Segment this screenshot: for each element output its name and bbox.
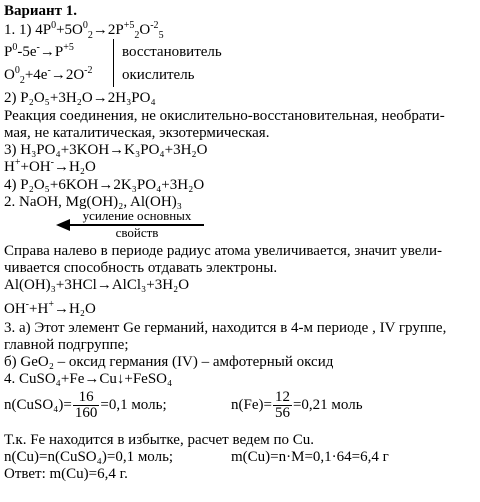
equation-3: 3) H₃PO₄+3KOH→K₃PO₄+3H₂O xyxy=(4,142,208,158)
eb2-charge: - xyxy=(47,65,51,76)
eb1-part: P xyxy=(4,44,13,60)
equation-1 xyxy=(4,22,164,39)
ion1-part: →H₂O xyxy=(53,159,96,175)
eq1-charge: 0 xyxy=(82,20,88,31)
reaction-description-1: Реакция соединения, не окислительно-восстановительная, необрати- xyxy=(4,108,445,124)
eb1-charge: +5 xyxy=(63,42,74,53)
fraction-fe xyxy=(273,390,292,421)
final-answer: Ответ: m(Cu)=6,4 г. xyxy=(4,466,128,482)
hydroxides-list: 2. NaOH, Mg(OH)₂, Al(OH)₃ xyxy=(4,194,182,210)
reducer-label: восстановитель xyxy=(122,44,222,60)
answer-3a-line1: 3. а) Этот элемент Ge германий, находится в 4-м периоде , IV группе, xyxy=(4,320,447,336)
eb1-charge: - xyxy=(36,42,40,53)
ion1-charge: + xyxy=(14,157,21,168)
calc-text: n(CuSO₄)= xyxy=(4,396,72,413)
excess-note: Т.к. Fe находится в избытке, расчет ведем по Cu. xyxy=(4,432,314,448)
equation-2: 2) P₂O₅+3H₂O→2H₃PO₄ xyxy=(4,90,156,106)
calc-text: =0,1 моль; xyxy=(100,396,167,413)
calc-text: n(Fe)= xyxy=(231,396,272,413)
calc-m-cu: m(Cu)=n·M=0,1·64=6,4 г xyxy=(231,449,389,465)
oxidizer-label: окислитель xyxy=(122,67,195,83)
equation-5: Al(OH)₃+3HCl→AlCl₃+3H₂O xyxy=(4,277,190,293)
balance-divider xyxy=(113,39,114,87)
eb1-part: →P xyxy=(39,44,64,60)
ionic-equation-2 xyxy=(4,301,96,318)
ion1-part: H xyxy=(4,159,15,175)
ion2-part: +H xyxy=(29,301,49,317)
eb2-charge: -2 xyxy=(84,65,93,76)
fraction-denominator: 56 xyxy=(274,405,290,421)
calc-n-cuso4 xyxy=(4,390,167,421)
arrow-label-bottom: свойств xyxy=(115,225,159,240)
explanation-1: Справа налево в периоде радиус атома увеличивается, значит увели- xyxy=(4,243,442,259)
ion1-charge: - xyxy=(50,157,54,168)
equation-4: 4) P₂O₅+6KOH→2K₃PO₄+3H₂O xyxy=(4,177,205,193)
electron-balance-2 xyxy=(4,67,93,84)
variant-title: Вариант 1. xyxy=(4,3,78,19)
eq1-index: 2 xyxy=(87,30,93,41)
ion1-part: +OH xyxy=(20,159,51,175)
ion2-part: OH xyxy=(4,301,26,317)
ion2-part: →H₂O xyxy=(53,301,96,317)
fraction-cuso4 xyxy=(73,390,100,421)
ion2-charge: + xyxy=(48,299,54,310)
calc-n-fe xyxy=(231,390,363,421)
explanation-2: чивается способность отдавать электроны. xyxy=(4,260,278,276)
fraction-denominator: 160 xyxy=(74,405,98,421)
arrow-label-top: усиление основных xyxy=(82,208,192,223)
eb1-part: -5e xyxy=(17,44,37,60)
eq1-charge: -2 xyxy=(150,20,159,31)
eb1-charge: 0 xyxy=(12,42,18,53)
ionic-equation-1 xyxy=(4,159,96,176)
eb2-part: →2O xyxy=(50,67,85,83)
fraction-numerator: 12 xyxy=(274,389,290,405)
reaction-description-2: мая, не каталитическая, экзотермическая. xyxy=(4,125,270,141)
electron-balance-1 xyxy=(4,44,74,61)
eq1-index: 5 xyxy=(158,30,164,41)
answer-3a-line2: главной подгруппе; xyxy=(4,337,129,353)
eq1-charge: 0 xyxy=(51,20,57,31)
basicity-arrow xyxy=(56,209,206,239)
ion2-charge: - xyxy=(25,299,30,310)
calc-text: =0,21 моль xyxy=(292,396,363,413)
eq1-part: →2P xyxy=(92,22,124,38)
eb2-part: +4e xyxy=(24,67,48,83)
calc-n-cu: n(Cu)=n(CuSO₄)=0,1 моль; xyxy=(4,449,174,465)
fraction-numerator: 16 xyxy=(73,390,100,406)
eb2-index: 2 xyxy=(19,75,25,86)
eq1-part: 1. 1) 4P xyxy=(4,22,52,38)
eq1-part: O xyxy=(139,22,151,38)
eq1-index: 2 xyxy=(134,30,140,41)
eb2-charge: 0 xyxy=(14,65,20,76)
eq1-charge: +5 xyxy=(123,20,135,31)
eb2-part: O xyxy=(4,67,15,83)
answer-3b: б) GeO₂ – оксид германия (IV) – амфотерный оксид xyxy=(4,354,334,370)
eq1-part: +5O xyxy=(56,22,83,38)
equation-6: 4. CuSO₄+Fe→Cu↓+FeSO₄ xyxy=(4,371,173,387)
